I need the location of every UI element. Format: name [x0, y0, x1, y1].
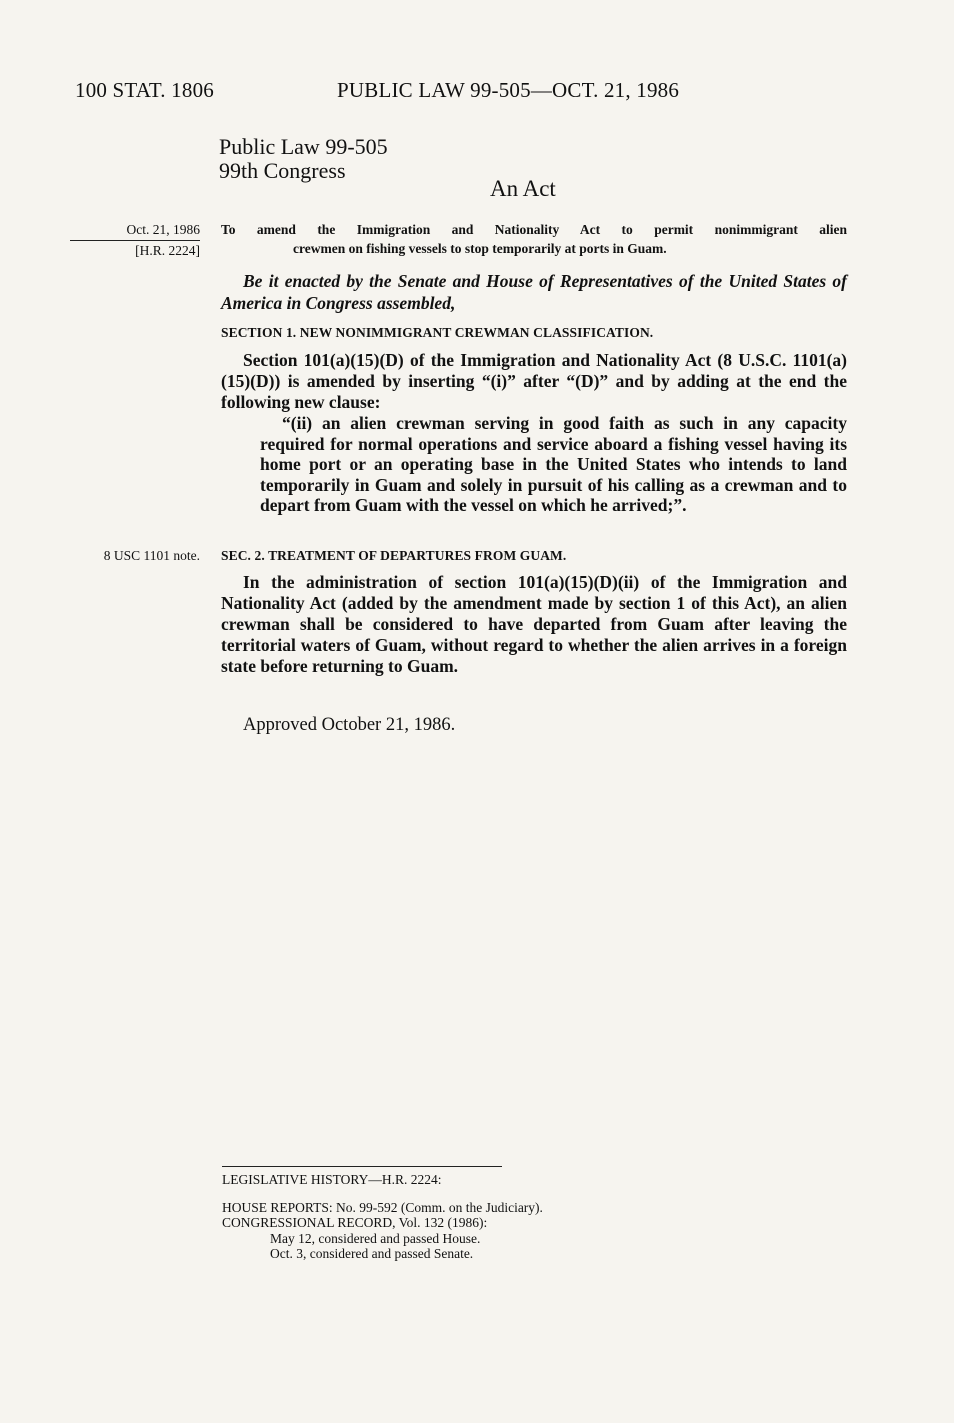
- an-act-heading: An Act: [490, 176, 556, 201]
- margin-usc-note: 8 USC 1101 note.: [103, 548, 200, 563]
- section-1-body: Section 101(a)(15)(D) of the Immigration and Nationality Act (8 U.S.C. 1101(a)(15)(D)) is amended by inserting “(i)” after “(D)” and by adding at the end the following new clause:: [221, 350, 847, 412]
- section-1-quoted-clause: “(ii) an alien crewman serving in good faith as such in any capacity required for normal operations and service aboard a fishing vessel having its home port or an operating base in the United States who intends to land temporarily in Guam and solely in pursuit of his calling as a crewman and to depart from Guam with the vessel on which he arrived;”.: [260, 413, 847, 515]
- purpose-line-1: To amend the Immigration and Nationality Act to permit nonimmigrant alien: [221, 222, 847, 237]
- house-reports: HOUSE REPORTS: No. 99-592 (Comm. on the Judiciary).: [222, 1200, 543, 1215]
- law-title-block: [219, 135, 388, 183]
- history-entry: May 12, considered and passed House.: [270, 1231, 481, 1246]
- act-purpose: [221, 220, 847, 258]
- law-number: Public Law 99-505: [219, 134, 388, 159]
- history-entry: Oct. 3, considered and passed Senate.: [270, 1246, 474, 1261]
- statute-page-number: 100 STAT. 1806: [75, 78, 214, 102]
- approval-date: Approved October 21, 1986.: [243, 715, 456, 735]
- margin-date-note: [70, 222, 200, 259]
- congress-number: 99th Congress: [219, 158, 346, 183]
- legislative-history-title: LEGISLATIVE HISTORY—H.R. 2224:: [222, 1172, 442, 1187]
- purpose-line-2: crewmen on fishing vessels to stop temporarily at ports in Guam.: [293, 241, 667, 256]
- enacting-clause: Be it enacted by the Senate and House of Representatives of the United States of America in Congress assembled,: [221, 271, 847, 313]
- margin-date: Oct. 21, 1986: [126, 222, 200, 237]
- section-2-body: In the administration of section 101(a)(15)(D)(ii) of the Immigration and Nationality Act (added by the amendment made by section 1 of this Act), an alien crewman shall be considered to have departed from Guam after leaving the territorial waters of Guam, without regard to whether the alien arrives in a foreign state before returning to Guam.: [221, 572, 847, 676]
- section-1-heading: SECTION 1. NEW NONIMMIGRANT CREWMAN CLASSIFICATION.: [221, 325, 654, 340]
- section-2-heading: SEC. 2. TREATMENT OF DEPARTURES FROM GUAM.: [221, 548, 567, 563]
- congressional-record: CONGRESSIONAL RECORD, Vol. 132 (1986):: [222, 1215, 488, 1230]
- history-divider: [222, 1166, 502, 1167]
- public-law-running-head: PUBLIC LAW 99-505—OCT. 21, 1986: [337, 78, 680, 102]
- margin-bill-number: [H.R. 2224]: [70, 240, 200, 259]
